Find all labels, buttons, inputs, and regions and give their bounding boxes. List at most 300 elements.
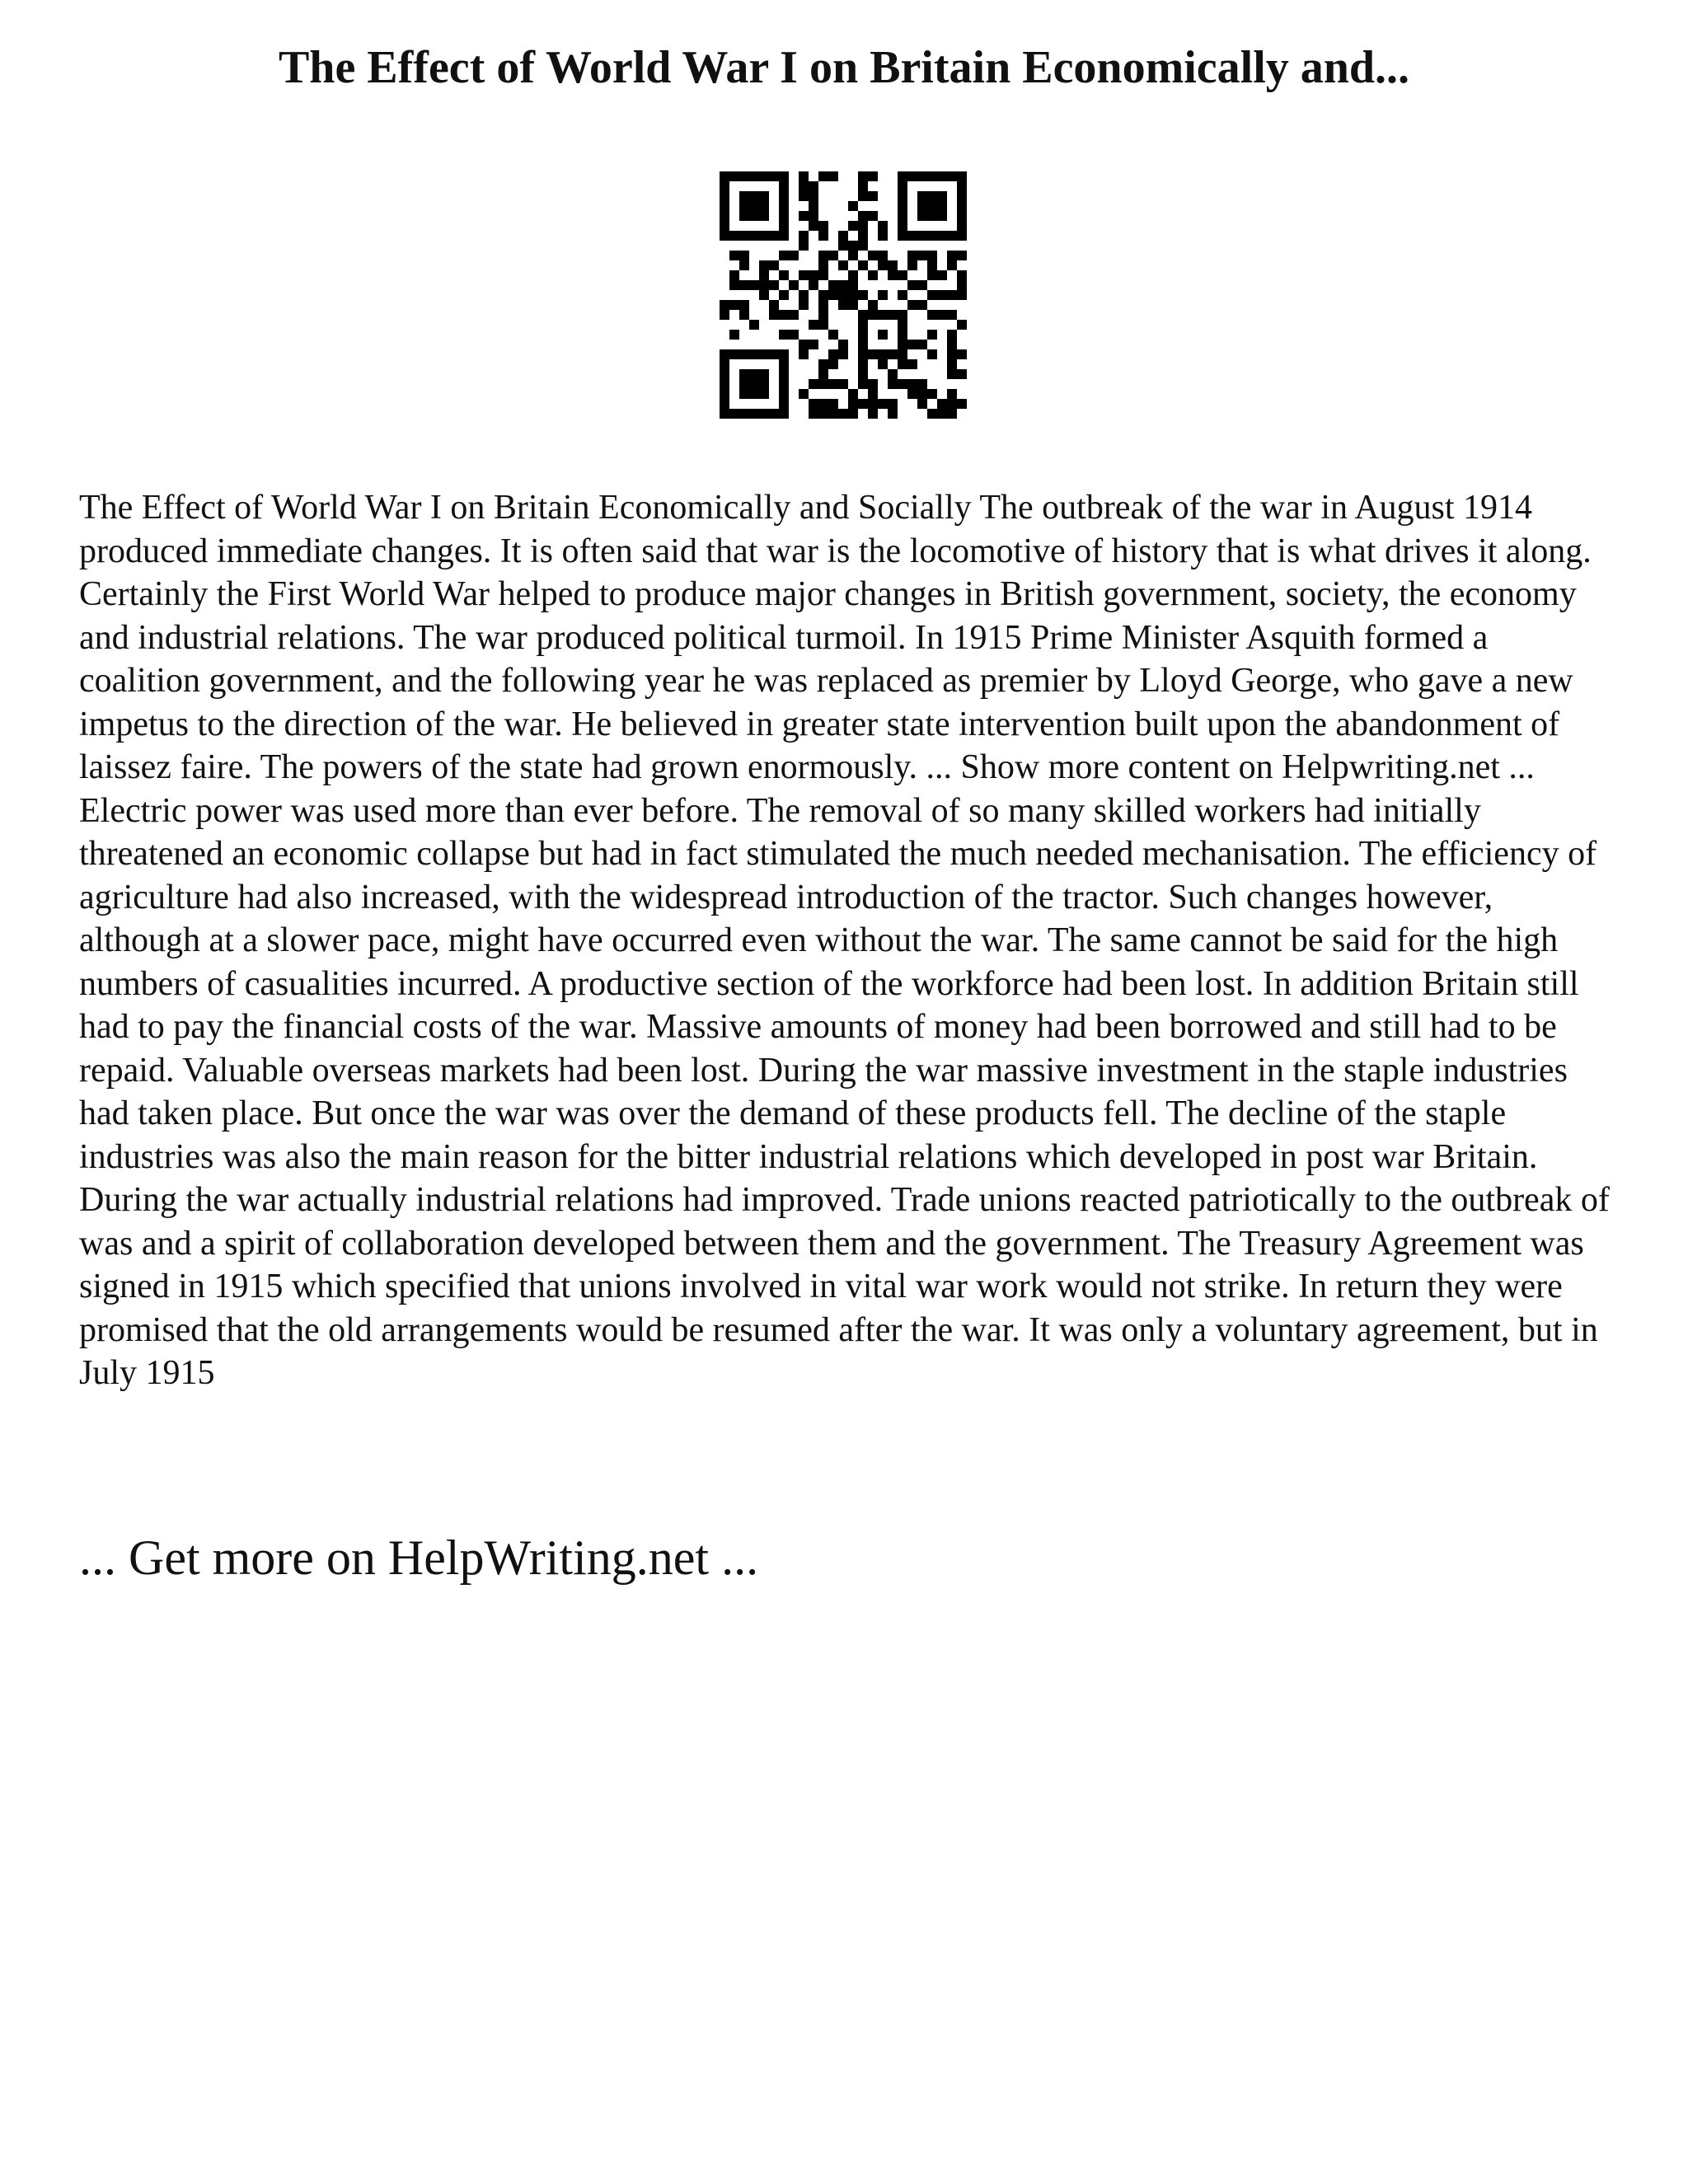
qr-module — [720, 231, 729, 241]
qr-module — [749, 191, 759, 201]
qr-module — [898, 201, 907, 211]
qr-module — [818, 251, 828, 260]
qr-module — [779, 359, 789, 369]
qr-module — [878, 260, 888, 270]
qr-module — [720, 409, 729, 419]
qr-module — [868, 389, 878, 399]
qr-module — [739, 280, 749, 290]
qr-module — [749, 211, 759, 221]
qr-module — [937, 290, 947, 300]
qr-module — [907, 260, 917, 270]
qr-module — [779, 399, 789, 409]
qr-module — [749, 171, 759, 181]
qr-module — [848, 389, 858, 399]
qr-module — [809, 320, 818, 330]
qr-module — [720, 221, 729, 231]
qr-module — [720, 310, 729, 320]
qr-module — [799, 340, 809, 349]
qr-module — [957, 399, 967, 409]
qr-module — [838, 241, 848, 251]
qr-module — [759, 369, 769, 379]
qr-module — [927, 211, 937, 221]
qr-module — [739, 409, 749, 419]
qr-module — [858, 310, 868, 320]
qr-module — [957, 211, 967, 221]
qr-module — [759, 211, 769, 221]
qr-module — [878, 310, 888, 320]
qr-module — [739, 310, 749, 320]
qr-module — [858, 330, 868, 340]
qr-module — [927, 389, 937, 399]
qr-module — [898, 310, 907, 320]
qr-module — [749, 389, 759, 399]
qr-module — [947, 290, 957, 300]
qr-module — [848, 280, 858, 290]
qr-module — [779, 330, 789, 340]
qr-module — [898, 330, 907, 340]
qr-module — [907, 280, 917, 290]
qr-module — [957, 270, 967, 280]
qr-module — [957, 320, 967, 330]
qr-module — [898, 379, 907, 389]
qr-module — [779, 251, 789, 260]
qr-module — [947, 171, 957, 181]
qr-module — [789, 251, 799, 260]
qr-module — [917, 300, 927, 310]
qr-module — [729, 300, 739, 310]
qr-module — [779, 310, 789, 320]
qr-module — [818, 320, 828, 330]
qr-module — [799, 191, 809, 201]
qr-module — [749, 320, 759, 330]
qr-module — [957, 181, 967, 191]
qr-module — [898, 359, 907, 369]
qr-module — [917, 201, 927, 211]
qr-module — [729, 251, 739, 260]
qr-module — [868, 211, 878, 221]
qr-module — [749, 280, 759, 290]
qr-module — [779, 221, 789, 231]
qr-code-graphic — [720, 171, 967, 419]
qr-module — [739, 211, 749, 221]
qr-module — [947, 231, 957, 241]
qr-module — [720, 181, 729, 191]
qr-module — [739, 300, 749, 310]
qr-module — [927, 290, 937, 300]
qr-module — [720, 211, 729, 221]
qr-module — [739, 369, 749, 379]
qr-module — [907, 359, 917, 369]
qr-module — [858, 290, 868, 300]
qr-module — [927, 349, 937, 359]
qr-module — [917, 389, 927, 399]
qr-module — [818, 290, 828, 300]
qr-module — [749, 349, 759, 359]
qr-module — [868, 399, 878, 409]
qr-module — [769, 349, 779, 359]
qr-module — [720, 389, 729, 399]
qr-module — [878, 251, 888, 260]
qr-module — [720, 379, 729, 389]
qr-module — [858, 349, 868, 359]
qr-code-icon[interactable] — [720, 171, 967, 419]
qr-module — [828, 280, 838, 290]
qr-module — [720, 171, 729, 181]
qr-module — [729, 349, 739, 359]
qr-module — [927, 251, 937, 260]
qr-module — [917, 191, 927, 201]
qr-module — [799, 181, 809, 191]
qr-module — [818, 171, 828, 181]
qr-module — [898, 181, 907, 191]
qr-module — [838, 290, 848, 300]
qr-module — [907, 300, 917, 310]
qr-module — [838, 349, 848, 359]
qr-module — [779, 290, 789, 300]
qr-module — [818, 270, 828, 280]
qr-module — [898, 349, 907, 359]
qr-module — [957, 191, 967, 201]
qr-module — [828, 251, 838, 260]
qr-module — [927, 191, 937, 201]
qr-module — [828, 330, 838, 340]
qr-module — [898, 221, 907, 231]
qr-module — [739, 260, 749, 270]
qr-module — [848, 201, 858, 211]
qr-module — [809, 280, 818, 290]
qr-module — [828, 409, 838, 419]
qr-module — [759, 389, 769, 399]
qr-module — [848, 251, 858, 260]
qr-module — [947, 330, 957, 340]
qr-module — [858, 221, 868, 231]
qr-module — [937, 231, 947, 241]
qr-module — [898, 290, 907, 300]
qr-module — [818, 300, 828, 310]
qr-module — [848, 399, 858, 409]
qr-module — [739, 201, 749, 211]
qr-module — [779, 171, 789, 181]
qr-module — [848, 290, 858, 300]
qr-module — [739, 171, 749, 181]
qr-module — [947, 399, 957, 409]
qr-module — [858, 241, 868, 251]
qr-module — [828, 349, 838, 359]
qr-module — [720, 191, 729, 201]
qr-module — [888, 310, 898, 320]
qr-module — [799, 349, 809, 359]
qr-module — [779, 379, 789, 389]
qr-module — [818, 409, 828, 419]
qr-module — [937, 211, 947, 221]
qr-module — [759, 201, 769, 211]
qr-module — [838, 260, 848, 270]
qr-module — [848, 221, 858, 231]
qr-module — [957, 201, 967, 211]
qr-module — [868, 409, 878, 419]
qr-module — [838, 379, 848, 389]
qr-module — [907, 231, 917, 241]
qr-module — [937, 399, 947, 409]
qr-module — [799, 270, 809, 280]
qr-module — [769, 280, 779, 290]
qr-module — [759, 171, 769, 181]
qr-module — [957, 280, 967, 290]
qr-module — [927, 201, 937, 211]
qr-module — [927, 260, 937, 270]
qr-module — [927, 330, 937, 340]
qr-module — [898, 191, 907, 201]
qr-module — [749, 409, 759, 419]
qr-module — [739, 251, 749, 260]
qr-module — [749, 231, 759, 241]
qr-module — [957, 369, 967, 379]
qr-module — [779, 349, 789, 359]
qr-module — [720, 201, 729, 211]
qr-module — [858, 181, 868, 191]
qr-module — [809, 270, 818, 280]
qr-module — [720, 300, 729, 310]
qr-module — [907, 379, 917, 389]
qr-module — [739, 389, 749, 399]
qr-module — [917, 340, 927, 349]
qr-module — [927, 310, 937, 320]
qr-module — [858, 369, 868, 379]
qr-module — [898, 211, 907, 221]
qr-module — [828, 359, 838, 369]
qr-module — [858, 231, 868, 241]
qr-module — [898, 340, 907, 349]
qr-module — [878, 221, 888, 231]
qr-module — [947, 349, 957, 359]
qr-module — [729, 330, 739, 340]
qr-module — [937, 171, 947, 181]
qr-module — [947, 340, 957, 349]
qr-module — [838, 340, 848, 349]
qr-module — [937, 409, 947, 419]
qr-module — [858, 359, 868, 369]
qr-module — [878, 359, 888, 369]
qr-module — [868, 310, 878, 320]
qr-module — [868, 251, 878, 260]
qr-module — [858, 260, 868, 270]
qr-module — [947, 260, 957, 270]
qr-module — [759, 270, 769, 280]
qr-module — [868, 379, 878, 389]
qr-module — [759, 231, 769, 241]
qr-module — [720, 359, 729, 369]
qr-module — [947, 369, 957, 379]
qr-module — [947, 409, 957, 419]
qr-module — [848, 241, 858, 251]
qr-module — [799, 231, 809, 241]
qr-module — [809, 191, 818, 201]
qr-module — [729, 280, 739, 290]
qr-module — [809, 211, 818, 221]
qr-module — [789, 330, 799, 340]
qr-module — [789, 310, 799, 320]
qr-module — [769, 260, 779, 270]
qr-module — [809, 409, 818, 419]
qr-module — [888, 379, 898, 389]
qr-module — [769, 231, 779, 241]
qr-module — [779, 211, 789, 221]
qr-module — [937, 270, 947, 280]
qr-module — [917, 231, 927, 241]
qr-module — [759, 260, 769, 270]
qr-module — [927, 171, 937, 181]
qr-module — [779, 201, 789, 211]
qr-module — [868, 171, 878, 181]
qr-module — [729, 409, 739, 419]
qr-module — [828, 379, 838, 389]
qr-module — [868, 349, 878, 359]
qr-module — [809, 379, 818, 389]
qr-module — [818, 310, 828, 320]
qr-module — [858, 211, 868, 221]
qr-module — [878, 231, 888, 241]
qr-module — [818, 260, 828, 270]
qr-module — [957, 290, 967, 300]
paragraph-intro: The Effect of World War I on Britain Economically and Socially The outbreak of the war in August 1914 produced immediate changes. It is often said that war is the locomotive of history that is what drives it along. Certainly the First World War helped to produce major changes in British government, society, the economy and industrial relations. The war produced political turmoil. In 1915 Prime Minister Asquith formed a coalition government, and the following year he was replaced as premier by Lloyd George, who gave a new impetus to the direction of the war. He believed in greater state intervention built upon the abandonment of laissez faire. The powers of the state had grown enormously. ... Show more content on Helpwriting.net ... — [79, 489, 1592, 786]
qr-module — [749, 379, 759, 389]
qr-module — [749, 201, 759, 211]
qr-module — [838, 280, 848, 290]
qr-module — [957, 231, 967, 241]
qr-module — [769, 409, 779, 419]
qr-module — [759, 290, 769, 300]
article-body — [79, 486, 1614, 1395]
qr-module — [809, 340, 818, 349]
qr-module — [947, 389, 957, 399]
qr-module — [818, 399, 828, 409]
qr-module — [878, 399, 888, 409]
qr-module — [769, 171, 779, 181]
qr-module — [720, 369, 729, 379]
qr-module — [789, 280, 799, 290]
qr-module — [937, 191, 947, 201]
qr-module — [888, 349, 898, 359]
qr-module — [779, 409, 789, 419]
qr-module — [937, 310, 947, 320]
qr-module — [898, 320, 907, 330]
qr-module — [878, 330, 888, 340]
qr-module — [818, 221, 828, 231]
qr-module — [858, 379, 868, 389]
qr-module — [779, 191, 789, 201]
qr-module — [947, 310, 957, 320]
qr-module — [927, 409, 937, 419]
qr-module — [828, 290, 838, 300]
qr-module — [779, 270, 789, 280]
qr-module — [818, 379, 828, 389]
qr-module — [878, 349, 888, 359]
qr-module — [749, 369, 759, 379]
qr-module — [917, 251, 927, 260]
qr-module — [729, 171, 739, 181]
qr-module — [927, 231, 937, 241]
qr-module — [858, 320, 868, 330]
qr-module — [848, 409, 858, 419]
qr-module — [917, 399, 927, 409]
qr-module — [838, 409, 848, 419]
qr-module — [759, 409, 769, 419]
qr-module — [779, 389, 789, 399]
get-more-link[interactable]: ... Get more on HelpWriting.net ... — [79, 1530, 759, 1585]
qr-module — [759, 379, 769, 389]
qr-module — [729, 270, 739, 280]
qr-module — [828, 171, 838, 181]
qr-module — [888, 399, 898, 409]
qr-module — [907, 251, 917, 260]
qr-module — [818, 359, 828, 369]
qr-module — [868, 191, 878, 201]
qr-module — [888, 409, 898, 419]
qr-module — [799, 389, 809, 399]
qr-module — [907, 340, 917, 349]
qr-module — [957, 251, 967, 260]
qr-module — [729, 231, 739, 241]
qr-module — [937, 201, 947, 211]
qr-module — [917, 379, 927, 389]
qr-module — [927, 270, 937, 280]
qr-module — [759, 349, 769, 359]
qr-module — [858, 171, 868, 181]
qr-module — [720, 349, 729, 359]
qr-module — [799, 300, 809, 310]
qr-module — [888, 270, 898, 280]
qr-module — [888, 260, 898, 270]
qr-module — [828, 399, 838, 409]
qr-module — [878, 290, 888, 300]
qr-module — [888, 369, 898, 379]
qr-module — [759, 280, 769, 290]
qr-module — [917, 211, 927, 221]
paragraph-main: Electric power was used more than ever before. The removal of so many skilled workers had initially threatened an economic collapse but had in fact stimulated the much needed mechanisation. The efficiency of agriculture had also increased, with the widespread introduction of the tractor. Such changes however, although at a slower pace, might have occurred even without the war. The same cannot be said for the high numbers of casualities incurred. A productive section of the workforce had been lost. In addition Britain still had to pay the financial costs of the war. Massive amounts of money had been borrowed and still had to be repaid. Valuable overseas markets had been lost. During the war massive investment in the staple industries had taken place. But once the war was over the demand of these products fell. The decline of the staple industries was also the main reason for the bitter industrial relations which developed in post war Britain. During the war actually industrial relations had improved. Trade unions reacted patriotically to the outbreak of was and a spirit of collaboration developed between them and the government. The Treasury Agreement was signed in 1915 which specified that unions involved in vital war work would not strike. In return they were promised that the old arrangements would be resumed after the war. It was only a voluntary agreement, but in July 1915 — [79, 791, 1610, 1392]
qr-module — [907, 171, 917, 181]
qr-module — [957, 349, 967, 359]
qr-module — [947, 359, 957, 369]
qr-module — [769, 300, 779, 310]
qr-module — [818, 369, 828, 379]
qr-module — [799, 211, 809, 221]
qr-module — [720, 399, 729, 409]
qr-module — [809, 399, 818, 409]
qr-module — [848, 300, 858, 310]
qr-module — [838, 300, 848, 310]
qr-module — [957, 171, 967, 181]
qr-module — [799, 241, 809, 251]
qr-module — [779, 181, 789, 191]
qr-module — [739, 349, 749, 359]
qr-module — [799, 290, 809, 300]
qr-module — [818, 231, 828, 241]
qr-module — [848, 270, 858, 280]
qr-module — [759, 191, 769, 201]
qr-module — [739, 231, 749, 241]
qr-module — [917, 171, 927, 181]
qr-module — [957, 221, 967, 231]
qr-module — [858, 399, 868, 409]
qr-module — [739, 379, 749, 389]
qr-module — [838, 231, 848, 241]
qr-module — [739, 191, 749, 201]
qr-module — [898, 270, 907, 280]
qr-module — [809, 221, 818, 231]
qr-module — [799, 171, 809, 181]
qr-module — [898, 231, 907, 241]
qr-module — [809, 181, 818, 191]
